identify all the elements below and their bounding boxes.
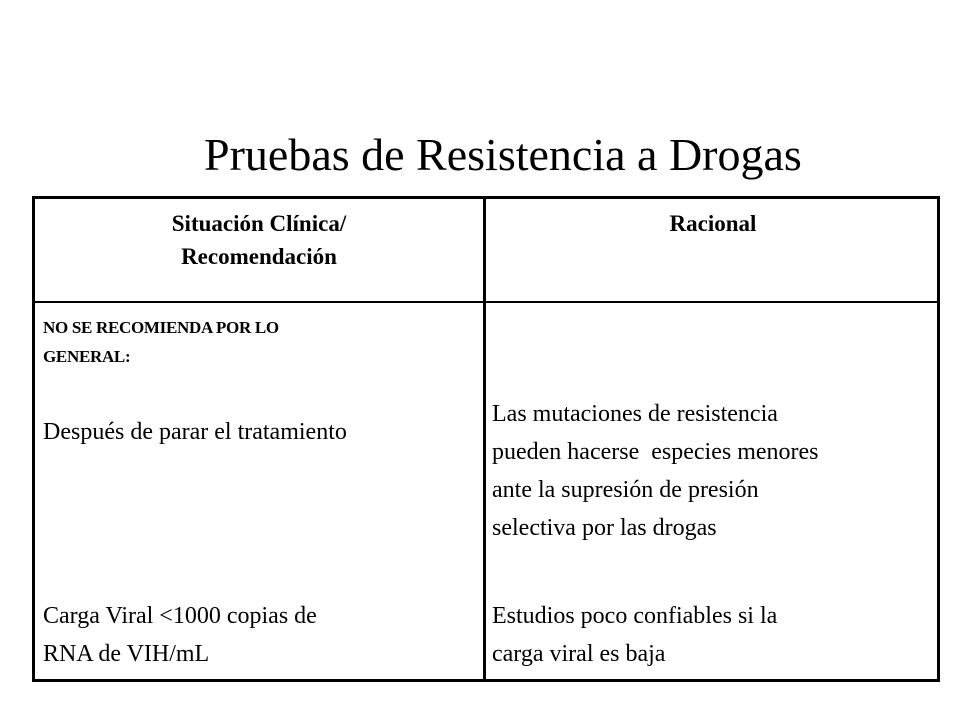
section-label (43, 313, 463, 371)
recommendation-table (32, 196, 940, 682)
row-1-situation (43, 413, 473, 451)
row-2-situation (43, 597, 473, 673)
row-2-rationale-line-1: Estudios poco confiables si la (492, 603, 778, 629)
row-1-rationale-line-1: Las mutaciones de resistencia (492, 401, 778, 427)
header-rationale-line-1: Racional (669, 211, 757, 236)
header-rationale (486, 207, 940, 240)
row-1-rationale-line-3: ante la supresión de presión (492, 477, 759, 503)
row-1-rationale (492, 395, 937, 547)
section-label-line-1: NO SE RECOMIENDA POR LO (43, 318, 279, 337)
header-divider (35, 301, 937, 303)
section-label-line-2: GENERAL: (43, 347, 131, 366)
header-situation-line-1: Situación Clínica/ (171, 211, 347, 236)
row-1-situation-line-1: Después de parar el tratamiento (43, 419, 347, 445)
row-2-rationale-line-2: carga viral es baja (492, 641, 666, 667)
row-2-situation-line-1: Carga Viral <1000 copias de (43, 603, 317, 629)
row-2-situation-line-2: RNA de VIH/mL (43, 641, 210, 667)
row-2-rationale (492, 597, 937, 673)
slide-title: Pruebas de Resistencia a Drogas (204, 129, 802, 180)
row-1-rationale-line-2: pueden hacerse especies menores (492, 439, 819, 465)
header-situation (35, 207, 483, 273)
header-situation-line-2: Recomendación (181, 244, 337, 269)
row-1-rationale-line-4: selectiva por las drogas (492, 515, 717, 541)
column-divider (483, 199, 486, 679)
